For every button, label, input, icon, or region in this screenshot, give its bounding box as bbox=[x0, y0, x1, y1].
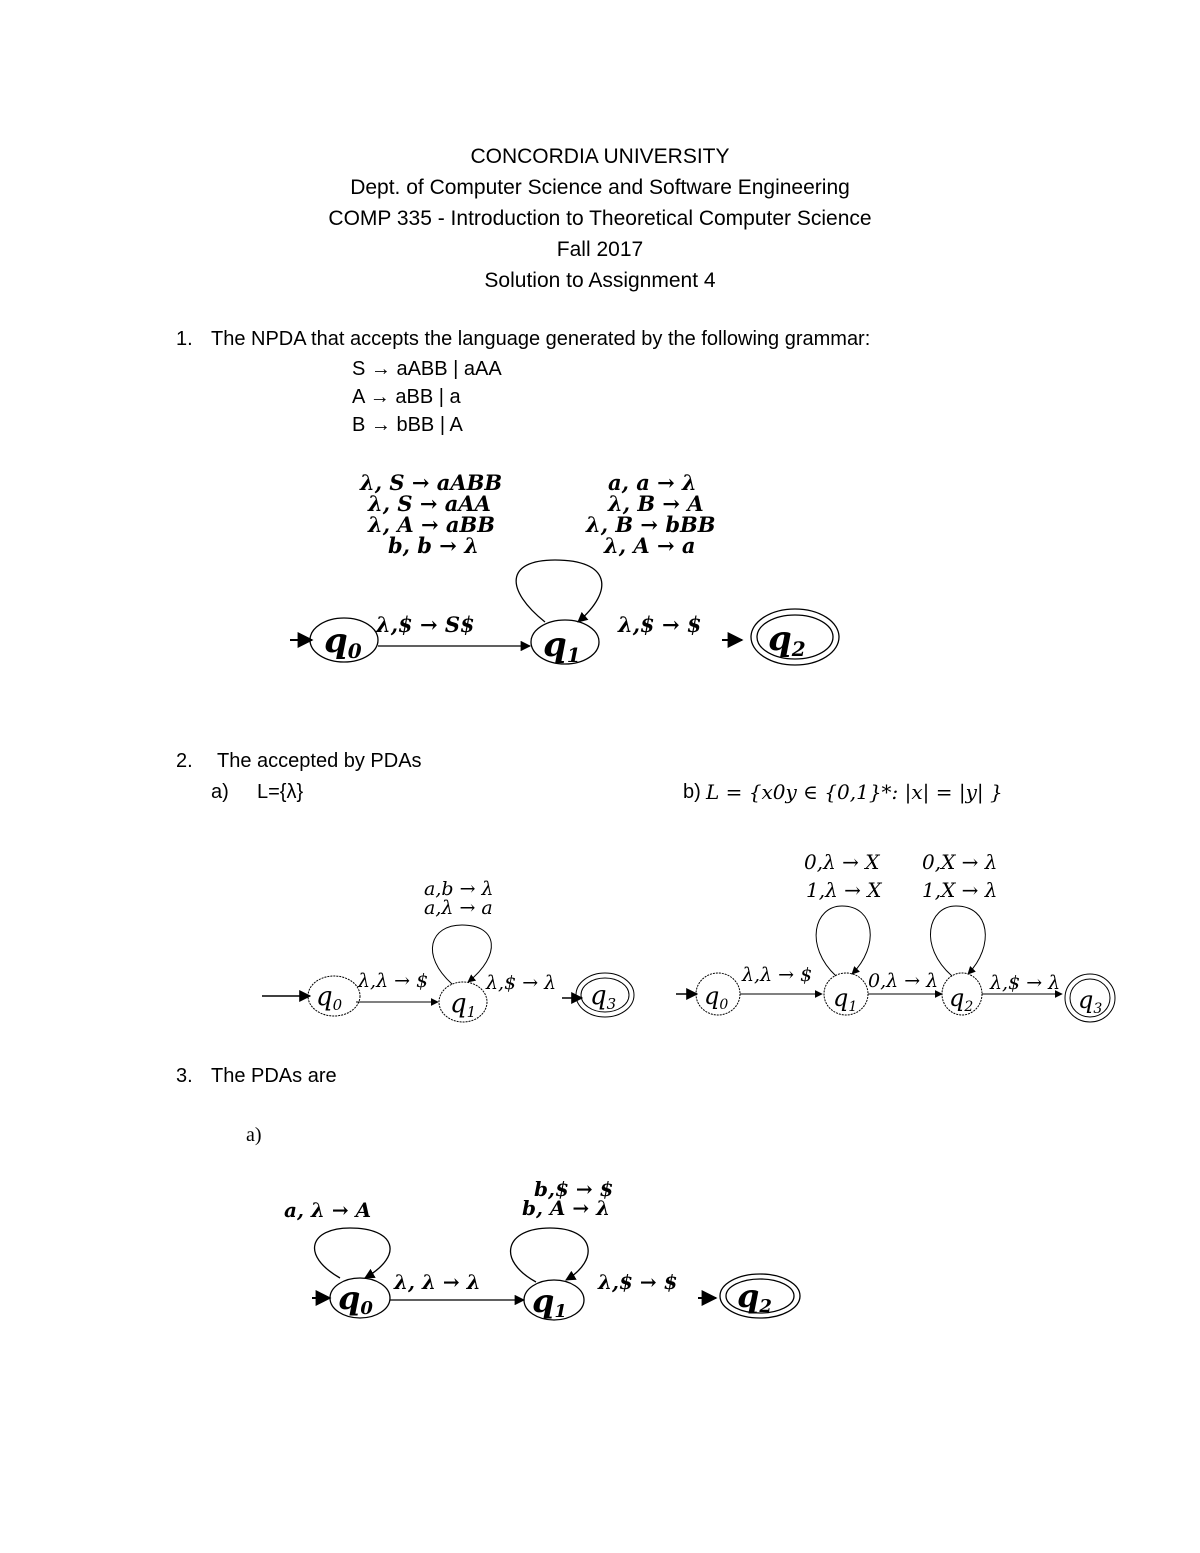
edge-label-q0-q1: λ,$ → S$ bbox=[376, 612, 475, 637]
edge-label-2b-q0-q1: λ,λ → $ bbox=[742, 964, 813, 986]
q3-text: The PDAs are bbox=[211, 1065, 337, 1087]
state-q0-2a-label: q0 bbox=[316, 982, 343, 1014]
edge-label-2a-q1-q3: λ,$ → λ bbox=[486, 972, 557, 994]
loop-label-2b-q2-2: 1,X → λ bbox=[922, 878, 998, 902]
university-name: CONCORDIA UNIVERSITY bbox=[470, 145, 730, 168]
loop-q2-2b bbox=[930, 906, 985, 976]
state-q1-label: q1 bbox=[543, 625, 581, 667]
loop-label-3a-q1-1: b,$ → $ bbox=[534, 1177, 614, 1201]
edge-label-2b-q2-q3: λ,$ → λ bbox=[990, 972, 1061, 994]
edge-label-3a-q0-q1: λ, λ → λ bbox=[394, 1270, 481, 1294]
course-title: COMP 335 - Introduction to Theoretical Computer Science bbox=[328, 207, 872, 230]
loop-label-2b-q1-2: 1,λ → X bbox=[806, 878, 882, 902]
npda-diagram-1 bbox=[290, 560, 839, 667]
loop-label-2a-1: a,b → λ bbox=[424, 878, 494, 900]
state-q3-2b-label: $q_3$ bbox=[1078, 986, 1103, 1017]
state-q1-2a-label: q1 bbox=[450, 989, 477, 1021]
q2-part-a-label: a) bbox=[211, 781, 229, 803]
loop-label-2b-q1-1: 0,λ → X bbox=[804, 850, 880, 874]
edge-label-q1-q2: λ,$ → $ bbox=[618, 612, 702, 637]
grammar-rule-b: B → bBB | A bbox=[352, 414, 463, 436]
edge-label-2a-q0-q1: λ,λ → $ bbox=[358, 970, 429, 992]
grammar-rule-a: A → aBB | a bbox=[352, 386, 461, 408]
q1-number: 1. bbox=[176, 328, 193, 350]
edge-label-3a-q1-q2: λ,$ → $ bbox=[598, 1270, 678, 1294]
q2-number: 2. bbox=[176, 750, 193, 772]
state-q3-2a-label: q3 bbox=[590, 981, 617, 1013]
document-title: Solution to Assignment 4 bbox=[484, 269, 716, 292]
state-q2-label: q2 bbox=[768, 619, 806, 661]
loop-label-3a-q1-2: b, A → λ bbox=[522, 1196, 611, 1220]
loop-label-left-1: λ, S → aABB bbox=[360, 470, 503, 495]
loop-label-right-1: a, a → λ bbox=[608, 470, 697, 495]
term: Fall 2017 bbox=[556, 238, 644, 261]
q2-part-a-text: L={λ} bbox=[257, 781, 304, 803]
q2-part-b-label: b) bbox=[683, 781, 701, 803]
loop-label-left-4: b, b → λ bbox=[388, 533, 479, 558]
state-q2-2b-label: $q_2$ bbox=[949, 984, 974, 1015]
loop-label-left-2: λ, S → aAA bbox=[368, 491, 491, 516]
loop-label-3a-q0: a, λ → A bbox=[284, 1198, 372, 1222]
pda-diagram-3a bbox=[312, 1228, 800, 1322]
loop-q1-2b bbox=[816, 906, 870, 976]
loop-q1-2a bbox=[432, 925, 491, 984]
loop-q1-3a bbox=[511, 1228, 589, 1282]
state-q0-label: q0 bbox=[324, 621, 362, 663]
loop-q0-3a bbox=[315, 1228, 391, 1278]
edge-label-2b-q1-q2: 0,λ → λ bbox=[868, 970, 939, 992]
state-q0-2b-label: $q_0$ bbox=[704, 982, 729, 1013]
q3-number: 3. bbox=[176, 1065, 193, 1087]
state-q1-2b-label: $q_1$ bbox=[833, 984, 858, 1015]
department-name: Dept. of Computer Science and Software Engineering bbox=[350, 176, 850, 199]
q2-text: The accepted by PDAs bbox=[217, 750, 422, 772]
grammar-rule-s: S → aABB | aAA bbox=[352, 358, 502, 380]
loop-label-left-3: λ, A → aBB bbox=[368, 512, 495, 537]
q3-part-a-label: a) bbox=[246, 1124, 262, 1146]
loop-label-2b-q2-1: 0,X → λ bbox=[922, 850, 998, 874]
loop-label-right-3: λ, B → bBB bbox=[586, 512, 716, 537]
state-q2-3a-label: q2 bbox=[737, 1277, 772, 1317]
loop-label-2a-2: a,λ → a bbox=[424, 897, 493, 919]
state-q0-3a-label: q0 bbox=[338, 1279, 373, 1319]
q2-part-b-text: L = {x0y ∈ {0,1}*: |x| = |y| } bbox=[706, 780, 1003, 804]
loop-label-right-2: λ, B → A bbox=[608, 491, 704, 516]
q1-text: The NPDA that accepts the language generated by the following grammar: bbox=[211, 328, 871, 350]
loop-q1 bbox=[516, 560, 602, 622]
state-q1-3a-label: q1 bbox=[532, 1282, 567, 1322]
loop-label-right-4: λ, A → a bbox=[604, 533, 696, 558]
pda-diagram-2a bbox=[262, 925, 634, 1022]
